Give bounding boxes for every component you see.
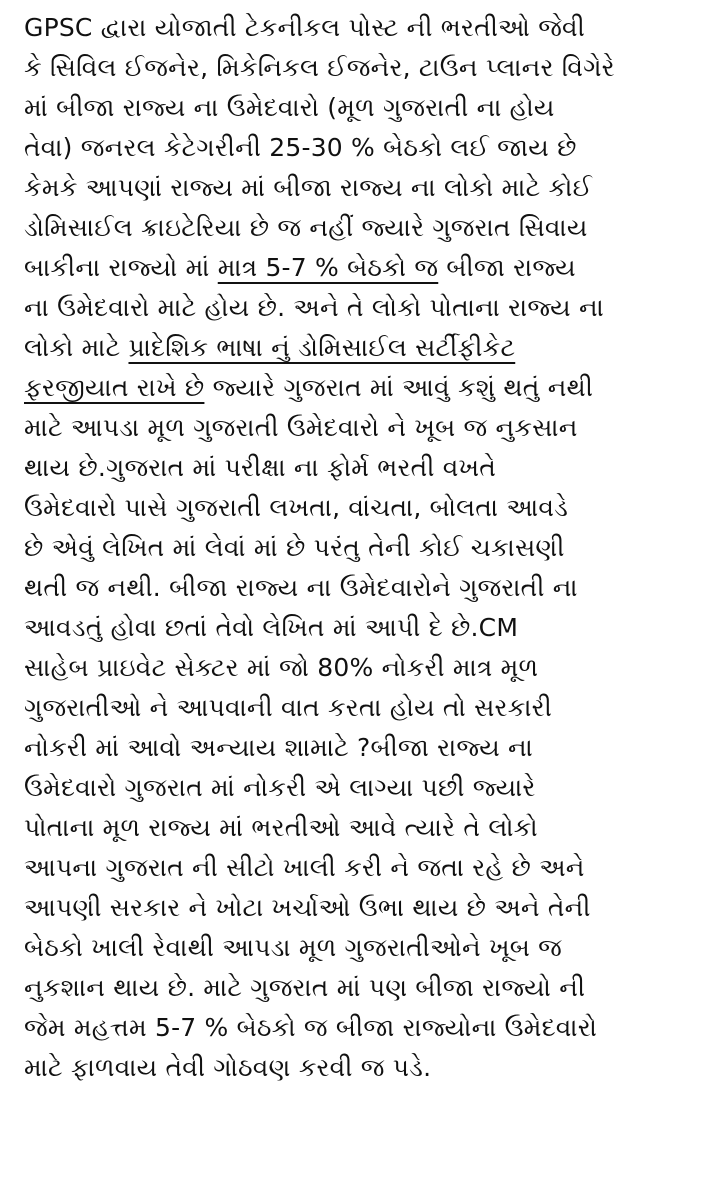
text-segment: નુકશાન થાય છે. માટે ગુજરાત માં પણ બીજા રાજ્યો ની	[24, 973, 586, 1002]
underlined-text: ફરજીયાત રાખે છે	[24, 373, 205, 402]
text-line	[24, 768, 700, 808]
text-segment: માટે આપડા મૂળ ગુજરાતી ઉમેદવારો ને ખૂબ જ નુકસાન	[24, 413, 578, 442]
text-segment: થતી જ નથી. બીજા રાજ્ય ના ઉમેદવારોને ગુજરાતી ના	[24, 573, 578, 602]
text-line	[24, 648, 700, 688]
text-line	[24, 128, 700, 168]
text-segment: તેવા) જનરલ કેટેગરીની 25-30 % બેઠકો લઈ જાય છે	[24, 133, 577, 162]
text-line	[24, 808, 700, 848]
text-segment: ના ઉમેદવારો માટે હોય છે. અને તે લોકો પોતાના રાજ્ય ના	[24, 293, 604, 322]
text-segment: લોકો માટે	[24, 333, 129, 362]
underlined-text: માત્ર 5-7 % બેઠકો જ	[217, 253, 439, 282]
text-line	[24, 48, 700, 88]
text-line	[24, 688, 700, 728]
text-line	[24, 328, 700, 368]
text-segment: આપણી સરકાર ને ખોટા ખર્ચાઓ ઉભા થાય છે અને તેની	[24, 893, 591, 922]
text-line	[24, 568, 700, 608]
text-segment: નોકરી માં આવો અન્યાય શામાટે ?બીજા રાજ્ય ના	[24, 733, 533, 762]
text-line	[24, 528, 700, 568]
text-line	[24, 8, 700, 48]
text-line	[24, 848, 700, 888]
text-segment: આવડતું હોવા છતાં તેવો લેખિત માં આપી દે છે.CM	[24, 613, 519, 642]
text-line	[24, 968, 700, 1008]
text-segment: બીજા રાજ્ય	[438, 253, 576, 282]
text-line	[24, 888, 700, 928]
text-line	[24, 488, 700, 528]
text-line	[24, 248, 700, 288]
text-line	[24, 728, 700, 768]
text-segment: જેમ મહત્તમ 5-7 % બેઠકો જ બીજા રાજ્યોના ઉમેદવારો	[24, 1013, 598, 1042]
text-segment: કે સિવિલ ઈજનેર, મિકેનિકલ ઈજનેર, ટાઉન પ્લાનર વિગેરે	[24, 53, 615, 82]
text-line	[24, 608, 700, 648]
underlined-text: પ્રાદેશિક ભાષા નું ડોમિસાઈલ સર્ટીફીકેટ	[128, 333, 516, 362]
text-segment: ઉમેદવારો પાસે ગુજરાતી લખતા, વાંચતા, બોલતા આવડે	[24, 493, 569, 522]
text-line	[24, 288, 700, 328]
text-line	[24, 928, 700, 968]
text-line	[24, 448, 700, 488]
text-line	[24, 88, 700, 128]
text-segment: ડોમિસાઈલ ક્રાઇટેરિયા છે જ નહીં જ્યારે ગુજરાત સિવાય	[24, 213, 588, 242]
text-line	[24, 368, 700, 408]
text-segment: બાકીના રાજ્યો માં	[24, 253, 218, 282]
text-segment: પોતાના મૂળ રાજ્ય માં ભરતીઓ આવે ત્યારે તે લોકો	[24, 813, 538, 842]
text-segment: જ્યારે ગુજરાત માં આવું કશું થતું નથી	[204, 373, 594, 402]
text-segment: થાય છે.ગુજરાત માં પરીક્ષા ના ફોર્મ ભરતી વખતે	[24, 453, 497, 482]
text-segment: કેમકે આપણાં રાજ્ય માં બીજા રાજ્ય ના લોકો માટે કોઈ	[24, 173, 593, 202]
text-line	[24, 208, 700, 248]
text-line	[24, 1048, 700, 1088]
text-segment: ગુજરાતીઓ ને આપવાની વાત કરતા હોય તો સરકારી	[24, 693, 552, 722]
text-line	[24, 1008, 700, 1048]
text-segment: GPSC દ્વારા યોજાતી ટેકનીકલ પોસ્ટ ની ભરતીઓ જેવી	[24, 13, 585, 42]
text-line	[24, 168, 700, 208]
text-segment: આપના ગુજરાત ની સીટો ખાલી કરી ને જતા રહે છે અને	[24, 853, 585, 882]
text-segment: સાહેબ પ્રાઇવેટ સેક્ટર માં જો 80% નોકરી માત્ર મૂળ	[24, 653, 539, 682]
document-text	[24, 8, 700, 1088]
text-segment: ઉમેદવારો ગુજરાત માં નોકરી એ લાગ્યા પછી જ્યારે	[24, 773, 536, 802]
text-segment: માં બીજા રાજ્ય ના ઉમેદવારો (મૂળ ગુજરાતી ના હોય	[24, 93, 555, 122]
text-segment: માટે ફાળવાય તેવી ગોઠવણ કરવી જ પડે.	[24, 1053, 432, 1082]
text-segment: છે એવું લેખિત માં લેવાં માં છે પરંતુ તેની કોઈ ચકાસણી	[24, 533, 565, 562]
text-segment: બેઠકો ખાલી રેવાથી આપડા મૂળ ગુજરાતીઓને ખૂબ જ	[24, 933, 563, 962]
text-line	[24, 408, 700, 448]
